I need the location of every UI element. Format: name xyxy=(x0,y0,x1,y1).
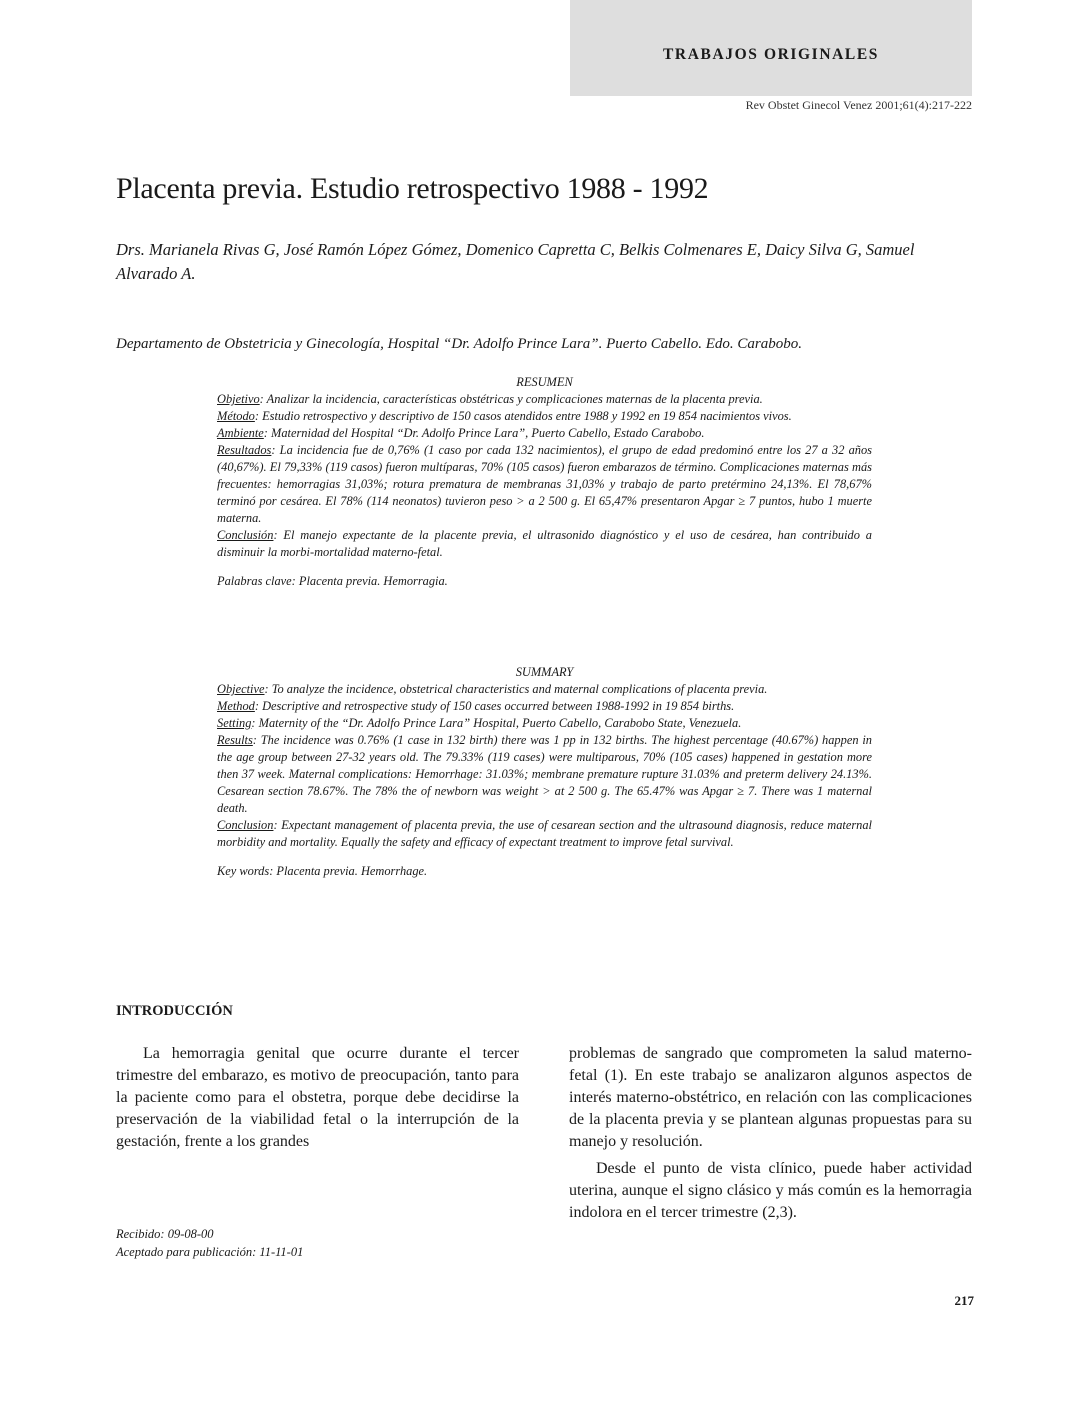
resumen-ambiente xyxy=(217,425,872,442)
resumen-metodo xyxy=(217,408,872,425)
affiliation: Departamento de Obstetricia y Ginecología, Hospital “Dr. Adolfo Prince Lara”. Puerto Cabello. Edo. Carabobo. xyxy=(116,336,802,352)
label-conclusion-en: Conclusion xyxy=(217,818,274,832)
resumen-resultados xyxy=(217,442,872,527)
text-objective: : To analyze the incidence, obstetrical characteristics and maternal complications of placenta previa. xyxy=(264,682,768,696)
label-objective: Objective xyxy=(217,682,265,696)
body-column-left xyxy=(116,1043,519,1153)
label-results: Results xyxy=(217,733,253,747)
text-method: : Descriptive and retrospective study of 150 cases occurred between 1988-1992 in 19 854 births. xyxy=(254,699,735,713)
body-column-right xyxy=(569,1043,972,1224)
label-objetivo: Objetivo xyxy=(217,392,260,406)
text-results: : The incidence was 0.76% (1 case in 132 birth) there was 1 pp in 132 births. The highest percentage (40.67%) happen in the age group between 27-32 years old. The 79.33% (119 cases) were multiparous, 70% (105 cases) happened in gestation more then 37 week. Maternal complications: Hemorrhage: 31.03%; membrane premature rupture 31.03% and preterm delivery 24.13%. Cesarean section 78.67%. The 78% the of newborn was weight > at 2 500 g. The 65.47% was Apgar ≥ 7. There was 1 maternal death. xyxy=(217,733,872,815)
resumen-objetivo xyxy=(217,391,872,408)
received-date: Recibido: 09-08-00 xyxy=(116,1227,214,1241)
intro-paragraph-1: La hemorragia genital que ocurre durante el tercer trimestre del embarazo, es motivo de preocupación, tanto para la paciente como para el obstetra, porque debe decidirse la preservación de la viabilidad fetal o la interrupción de la gestación, frente a los grandes xyxy=(116,1045,519,1150)
intro-paragraph-2: Desde el punto de vista clínico, puede haber actividad uterina, aunque el signo clásico y más común es la hemorragia indolora en el tercer trimestre (2,3). xyxy=(569,1160,972,1221)
text-metodo: : Estudio retrospectivo y descriptivo de 150 casos atendidos entre 1988 y 1992 en 19 854 nacimientos vivos. xyxy=(254,409,792,423)
article-title: Placenta previa. Estudio retrospectivo 1988 - 1992 xyxy=(116,172,709,205)
section-label: TRABAJOS ORIGINALES xyxy=(662,46,879,63)
summary-setting xyxy=(217,715,872,732)
text-resultados: : La incidencia fue de 0,76% (1 caso por cada 132 nacimientos), el grupo de edad predominó entre los 27 a 32 años (40,67%). El 79,33% (119 casos) fueron multíparas, 70% (105 casos) fueron embarazos de término. Complicaciones maternas más frecuentes: hemorragias 31,03%; rotura prematura de membranas 31,03% y trabajo de parto pretérmino 24,13%. El 78,67% terminó por cesárea. El 78% (114 neonatos) tuvieron peso > a 2 500 g. El 65,47% presentaron Apgar ≥ 7 puntos, hubo 1 muerte materna. xyxy=(217,443,872,525)
label-ambiente: Ambiente xyxy=(217,426,264,440)
summary-heading: SUMMARY xyxy=(515,665,574,679)
summary-conclusion xyxy=(217,817,872,851)
text-ambiente: : Maternidad del Hospital “Dr. Adolfo Prince Lara”, Puerto Cabello, Estado Carabobo. xyxy=(263,426,705,440)
intro-paragraph-1-cont: problemas de sangrado que comprometen la salud materno-fetal (1). En este trabajo se analizaron algunos aspectos de interés materno-obstétrico, en relación con las complicaciones de la placenta previa y se plantean algunas propuestas para su manejo y resolución. xyxy=(569,1045,972,1150)
resumen-conclusion xyxy=(217,527,872,561)
label-method: Method xyxy=(217,699,255,713)
summary-block xyxy=(217,664,872,880)
palabras-clave: Palabras clave: Placenta previa. Hemorragia. xyxy=(217,574,448,588)
label-conclusion: Conclusión xyxy=(217,528,274,542)
accepted-date: Aceptado para publicación: 11-11-01 xyxy=(116,1245,304,1259)
intro-heading: INTRODUCCIÓN xyxy=(116,1003,233,1019)
resumen-heading: RESUMEN xyxy=(516,375,573,389)
text-conclusion-en: : Expectant management of placenta previa, the use of cesarean section and the ultrasound diagnosis, reduce maternal morbidity and mortality. Equally the safety and efficacy of expectant treatment to improve fetal survival. xyxy=(217,818,872,849)
label-resultados: Resultados xyxy=(217,443,272,457)
summary-method xyxy=(217,698,872,715)
label-metodo: Método xyxy=(217,409,255,423)
summary-results xyxy=(217,732,872,817)
text-conclusion: : El manejo expectante de la placente previa, el ultrasonido diagnóstico y el uso de cesárea, han contribuido a disminuir la morbi-mortalidad materno-fetal. xyxy=(217,528,872,559)
journal-citation: Rev Obstet Ginecol Venez 2001;61(4):217-222 xyxy=(745,98,972,112)
key-words: Key words: Placenta previa. Hemorrhage. xyxy=(217,864,428,878)
author-list: Drs. Marianela Rivas G, José Ramón López Gómez, Domenico Capretta C, Belkis Colmenares E, Daicy Silva G, Samuel Alvarado A. xyxy=(116,240,915,283)
summary-objective xyxy=(217,681,872,698)
page-number: 217 xyxy=(954,1293,974,1308)
resumen-block xyxy=(217,374,872,590)
text-objetivo: : Analizar la incidencia, características obstétricas y complicaciones maternas de la placenta previa. xyxy=(259,392,763,406)
received-dates xyxy=(116,1225,303,1261)
text-setting: : Maternity of the “Dr. Adolfo Prince Lara” Hospital, Puerto Cabello, Carabobo State, Venezuela. xyxy=(251,716,742,730)
label-setting: Setting xyxy=(217,716,252,730)
